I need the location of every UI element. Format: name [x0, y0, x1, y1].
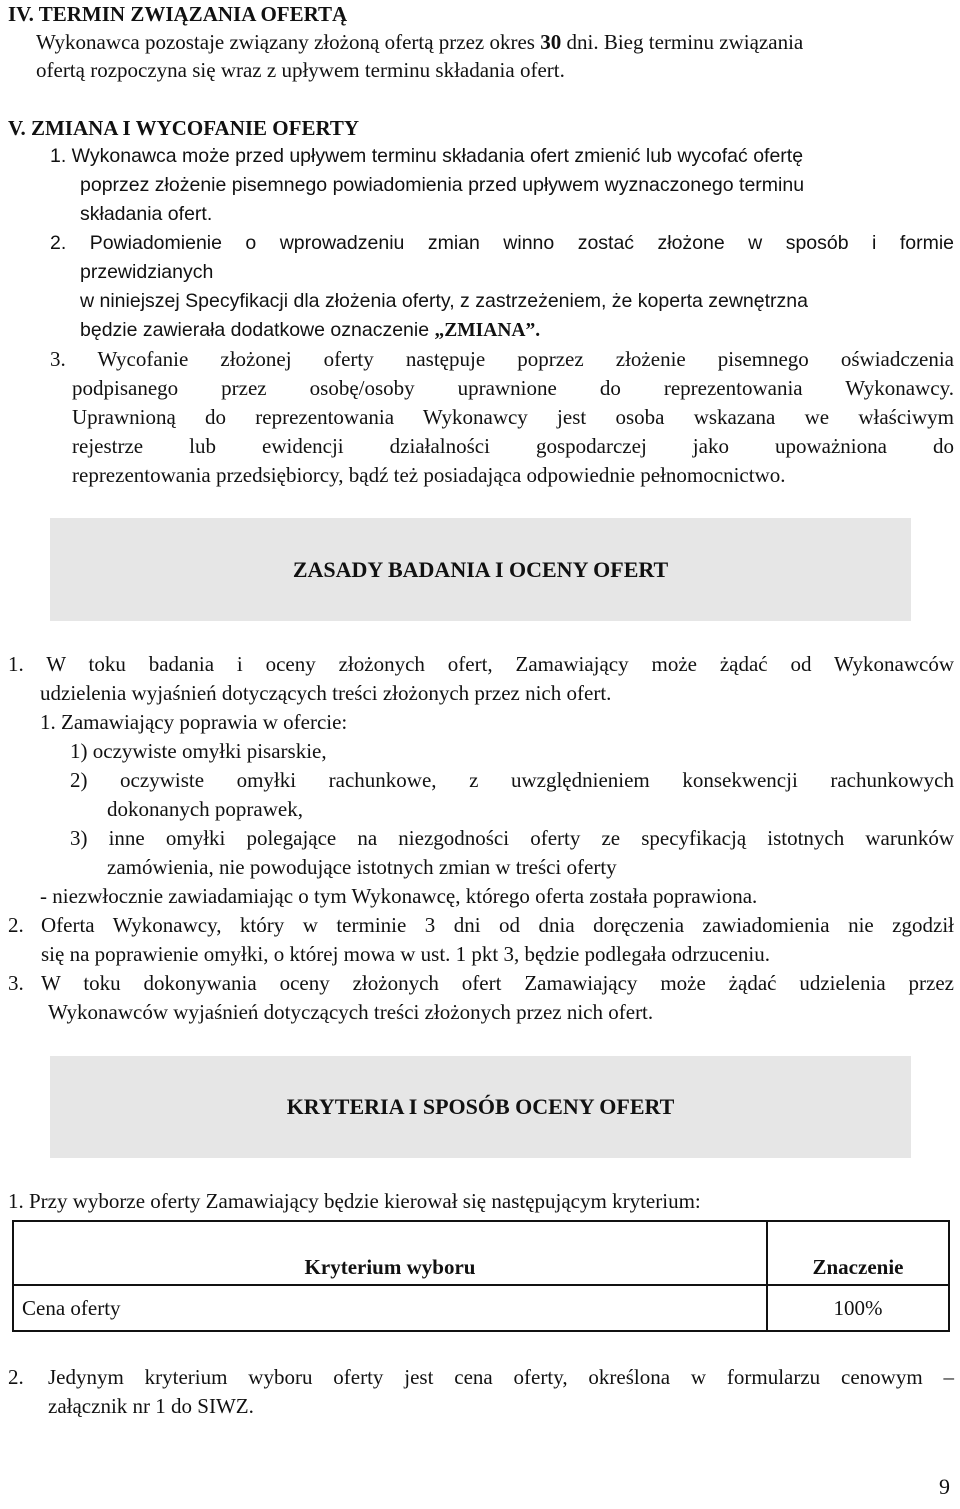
section-v-p1-line3: składania ofert.	[80, 203, 213, 225]
section-v-p1-line2: poprzez złożenie pisemnego powiadomienia przed upływem wyznaczonego terminu	[80, 174, 805, 196]
zasady-p3-number: 3.	[8, 971, 24, 995]
zasady-item2-line2: dokonanych poprawek,	[107, 797, 303, 821]
criteria-cell-name: Cena oferty	[13, 1285, 767, 1331]
criteria-header-znaczenie: Znaczenie	[767, 1221, 949, 1285]
section-v-p2-line4: będzie zawierała dodatkowe oznaczenie „ZMIANA”.	[80, 319, 541, 341]
page-number: 9	[939, 1474, 950, 1499]
section-iv-text-line1: Wykonawca pozostaje związany złożoną ofertą przez okres 30 dni. Bieg terminu związania	[36, 30, 804, 54]
criteria-table-header	[13, 1221, 949, 1285]
zasady-p1-line1: 1. W toku badania i oceny złożonych ofert, Zamawiający może żądać od Wykonawców	[8, 652, 954, 676]
section-banner-kryteria	[50, 1056, 911, 1158]
section-v-p2-line1: 2. Powiadomienie o wprowadzeniu zmian winno zostać złożone w sposób i formie	[50, 232, 954, 254]
section-iv-text-line2: ofertą rozpoczyna się wraz z upływem terminu składania ofert.	[36, 58, 565, 82]
zasady-p3-line2: Wykonawców wyjaśnień dotyczących treści złożonych przez nich ofert.	[48, 1000, 654, 1024]
zasady-p2-line1: Oferta Wykonawcy, który w terminie 3 dni od dnia doręczenia zawiadomienia nie zgodził	[41, 913, 954, 937]
section-banner-zasady	[50, 518, 911, 621]
criteria-table	[12, 1220, 950, 1332]
section-v-p3-line5: reprezentowania przedsiębiorcy, bądź też posiadająca odpowiednie pełnomocnictwo.	[72, 463, 786, 487]
section-v-p2-line2: przewidzianych	[80, 261, 214, 283]
zasady-item3-line2: zamówienia, nie powodujące istotnych zmian w treści oferty	[107, 855, 617, 879]
section-v-p3-line1: 3. Wycofanie złożonej oferty następuje poprzez złożenie pisemnego oświadczenia	[50, 347, 954, 371]
kryteria-p2-line1: Jedynym kryterium wyboru oferty jest cena oferty, określona w formularzu cenowym –	[48, 1365, 954, 1389]
section-v-p2-line3: w niniejszej Specyfikacji dla złożenia oferty, z zastrzeżeniem, że koperta zewnętrzna	[80, 290, 808, 312]
kryteria-intro: 1. Przy wyborze oferty Zamawiający będzie kierował się następującym kryterium:	[8, 1189, 701, 1213]
zasady-item2-line1: 2) oczywiste omyłki rachunkowe, z uwzględnieniem konsekwencji rachunkowych	[70, 768, 954, 792]
zasady-note: - niezwłocznie zawiadamiając o tym Wykonawcę, którego oferta została poprawiona.	[40, 884, 758, 908]
section-title-kryteria: KRYTERIA I SPOSÓB OCENY OFERT	[286, 1094, 675, 1119]
section-iv-heading: IV. TERMIN ZWIĄZANIA OFERTĄ	[8, 2, 348, 26]
zasady-p1-line2: udzielenia wyjaśnień dotyczących treści złożonych przez nich ofert.	[40, 681, 612, 705]
criteria-cell-weight: 100%	[767, 1285, 949, 1331]
section-v-p1-line1: 1. Wykonawca może przed upływem terminu składania ofert zmienić lub wycofać ofertę	[50, 145, 804, 167]
section-v-p3-line2: podpisanego przez osobę/osoby uprawnione do reprezentowania Wykonawcy.	[72, 376, 954, 400]
zasady-p2-line2: się na poprawienie omyłki, o której mowa w ust. 1 pkt 3, będzie podlegała odrzuceniu.	[41, 942, 770, 966]
section-v-heading: V. ZMIANA I WYCOFANIE OFERTY	[8, 116, 360, 140]
zasady-item1: 1) oczywiste omyłki pisarskie,	[70, 739, 327, 763]
zasady-sub1-heading: 1. Zamawiający poprawia w ofercie:	[40, 710, 348, 734]
section-v-p3-line3: Uprawnioną do reprezentowania Wykonawcy jest osoba wskazana we właściwym	[72, 405, 954, 429]
section-v-p3-line4: rejestrze lub ewidencji działalności gospodarczej jako upoważniona do	[72, 434, 954, 458]
zasady-p2-number: 2.	[8, 913, 24, 937]
table-row	[13, 1285, 949, 1331]
kryteria-p2-line2: załącznik nr 1 do SIWZ.	[48, 1394, 254, 1418]
section-title-zasady: ZASADY BADANIA I OCENY OFERT	[292, 556, 669, 582]
criteria-header-kryterium: Kryterium wyboru	[13, 1221, 767, 1285]
zasady-item3-line1: 3) inne omyłki polegające na niezgodności oferty ze specyfikacją istotnych warunków	[70, 826, 954, 850]
zasady-p3-line1: W toku dokonywania oceny złożonych ofert Zamawiający może żądać udzielenia przez	[41, 971, 954, 995]
kryteria-p2-number: 2.	[8, 1365, 24, 1389]
